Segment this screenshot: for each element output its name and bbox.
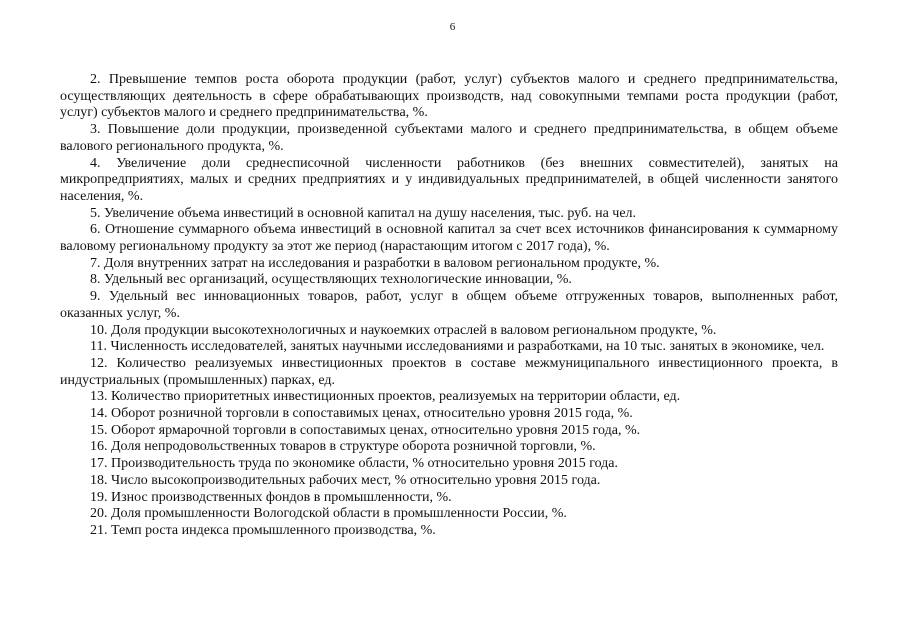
list-item-4: 4. Увеличение доли среднесписочной численности работников (без внешних совместителей), занятых на микропредприятиях, малых и средних предприятиях и у индивидуальных предпринимателей, в общей численности занятого населения, %. <box>60 155 838 204</box>
list-item-14: 14. Оборот розничной торговли в сопоставимых ценах, относительно уровня 2015 года, %. <box>90 406 633 422</box>
list-item-8: 8. Удельный вес организаций, осуществляющих технологические инновации, %. <box>90 272 572 288</box>
list-item-21: 21. Темп роста индекса промышленного производства, %. <box>90 522 436 538</box>
list-item-19: 19. Износ производственных фондов в промышленности, %. <box>90 489 452 505</box>
list-item-16: 16. Доля непродовольственных товаров в структуре оборота розничной торговли, %. <box>90 439 596 455</box>
document-body <box>60 72 838 540</box>
list-item-13: 13. Количество приоритетных инвестиционных проектов, реализуемых на территории области, ед. <box>90 389 681 405</box>
list-item-5: 5. Увеличение объема инвестиций в основной капитал на душу населения, тыс. руб. на чел. <box>90 205 637 221</box>
list-item-15: 15. Оборот ярмарочной торговли в сопоставимых ценах, относительно уровня 2015 года, %. <box>90 422 641 438</box>
list-item-2: 2. Превышение темпов роста оборота продукции (работ, услуг) субъектов малого и среднего предпринимательства, осуществляющих деятельность в сфере обрабатывающих производств, над совокупными темпами роста продукции (работ, услуг) субъектов малого и среднего предпринимательства, %. <box>60 72 838 121</box>
list-item-10: 10. Доля продукции высокотехнологичных и наукоемких отраслей в валовом региональном продукте, %. <box>90 322 717 338</box>
list-item-20: 20. Доля промышленности Вологодской области в промышленности России, %. <box>90 506 567 522</box>
list-item-3: 3. Повышение доли продукции, произведенной субъектами малого и среднего предпринимательства, в общем объеме валового регионального продукта, %. <box>60 122 838 154</box>
list-item-11: 11. Численность исследователей, занятых научными исследованиями и разработками, на 10 тыс. занятых в экономике, чел. <box>90 339 825 355</box>
list-item-17: 17. Производительность труда по экономике области, % относительно уровня 2015 года. <box>90 456 619 472</box>
list-item-9: 9. Удельный вес инновационных товаров, работ, услуг в общем объеме отгруженных товаров, выполненных работ, оказанных услуг, %. <box>60 289 838 321</box>
list-item-7: 7. Доля внутренних затрат на исследования и разработки в валовом региональном продукте, %. <box>90 255 660 271</box>
list-item-18: 18. Число высокопроизводительных рабочих мест, % относительно уровня 2015 года. <box>90 472 601 488</box>
list-item-6: 6. Отношение суммарного объема инвестиций в основной капитал за счет всех источников финансирования к суммарному валовому региональному продукту за этот же период (нарастающим итогом с 2017 года), %. <box>60 222 838 255</box>
page-number: 6 <box>449 21 456 33</box>
list-item-12: 12. Количество реализуемых инвестиционных проектов в составе межмуниципального инвестиционного проекта, в индустриальных (промышленных) парках, ед. <box>60 355 838 388</box>
